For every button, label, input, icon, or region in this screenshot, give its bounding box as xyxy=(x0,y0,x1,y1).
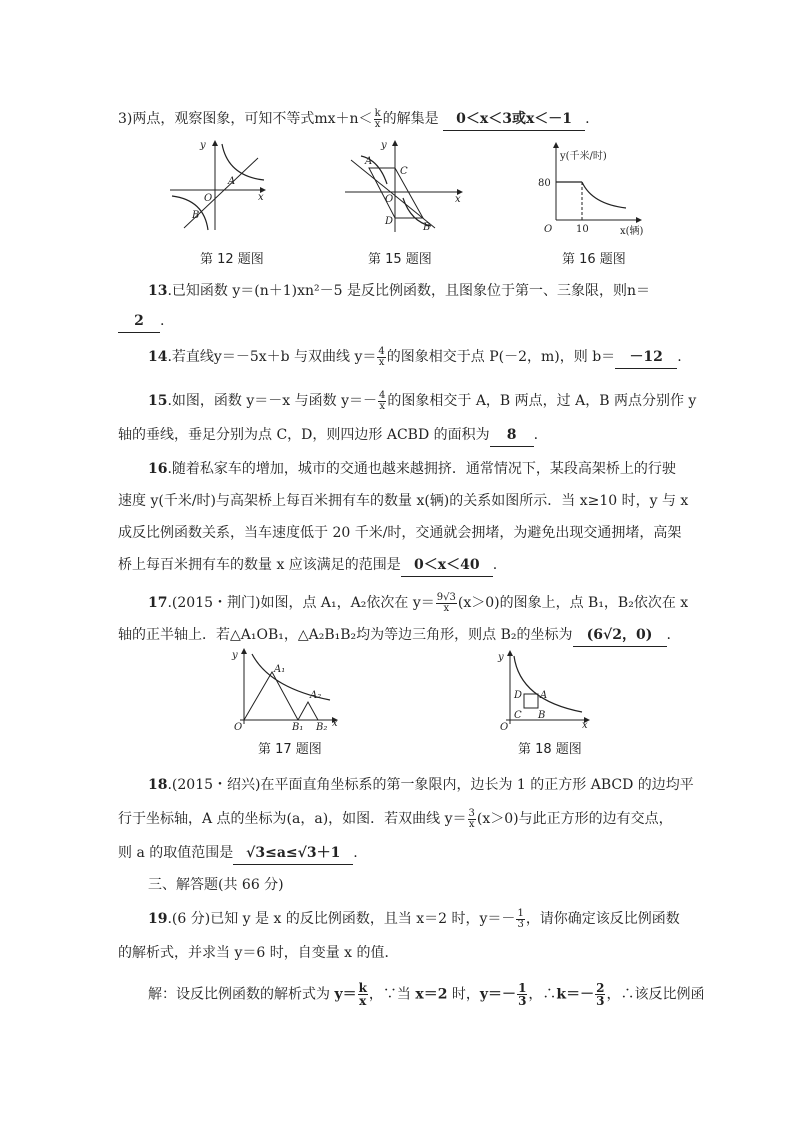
f17-label-x: x xyxy=(332,718,338,729)
q19-solution xyxy=(148,982,708,1007)
f15-label-o: O xyxy=(385,194,394,205)
q15-frac-den: x xyxy=(379,400,385,412)
q16-line-1 xyxy=(148,458,708,480)
q17-frac-num: 9√3 xyxy=(436,591,456,603)
q13-text: .已知函数 y＝(n＋1)xn²－5 是反比例函数，且图象位于第一、三象限，则n＝ xyxy=(167,283,651,299)
q13-number: 13 xyxy=(148,283,168,299)
f16-label-x: x(辆) xyxy=(620,226,644,237)
q15-line-2 xyxy=(118,424,678,447)
figure-12 xyxy=(170,140,270,230)
q19-sol-text: 解：设反比例函数的解析式为 xyxy=(148,986,335,1003)
q13-line-2 xyxy=(118,310,678,333)
q18-fraction xyxy=(468,809,476,830)
q14-frac-num: 4 xyxy=(378,345,385,357)
q15-answer: 8 xyxy=(490,424,534,447)
q18-frac-num: 3 xyxy=(468,807,475,819)
f17-label-a1: A₁ xyxy=(274,664,286,675)
q19-number: 19 xyxy=(148,911,168,927)
q19-sol-text-4: ，∴ xyxy=(528,986,557,1003)
q14-text: .若直线y＝－5x＋b 与双曲线 y＝ xyxy=(167,349,377,365)
f12-caption: 第 12 题图 xyxy=(200,252,264,267)
q17-text-2: (x＞0)的图象上，点 B₁，B₂依次在 x xyxy=(457,595,689,611)
f15-label-x: x xyxy=(455,194,461,205)
q19-fraction xyxy=(516,909,524,930)
q19-sol-kval: k＝－ xyxy=(556,986,595,1003)
f15-label-c: C xyxy=(400,166,408,177)
q17-end: . xyxy=(666,627,671,643)
q12-frac-num: k xyxy=(374,107,381,119)
f16-x-arrow xyxy=(636,217,642,223)
q19-sol-x: x xyxy=(359,994,367,1008)
q15-number: 15 xyxy=(148,393,168,409)
q13-end: . xyxy=(160,313,165,329)
f17-triangle-a1ob1 xyxy=(244,672,298,720)
q19-sol-d3: 3 xyxy=(518,994,527,1008)
q16-text-4: 桥上每百米拥有车的数量 x 应该满足的范围是 xyxy=(118,557,401,573)
f15-quad-acbd xyxy=(369,168,423,218)
f12-label-x: x xyxy=(258,192,264,203)
q12-end: . xyxy=(585,111,590,127)
q15-line xyxy=(148,390,708,412)
f12-label-a: A xyxy=(228,176,236,187)
f18-label-x: x xyxy=(582,720,588,731)
f17-caption: 第 17 题图 xyxy=(258,742,322,757)
q16-text-1: .随着私家车的增加，城市的交通也越来越拥挤．通常情况下，某段高架桥上的行驶 xyxy=(167,461,676,477)
f17-triangle-a2b1b2 xyxy=(298,702,318,720)
q12-line xyxy=(118,108,678,131)
figure-18 xyxy=(498,650,592,733)
q14-line xyxy=(148,346,708,369)
q18-text-4: 则 a 的取值范围是 xyxy=(118,845,234,861)
q19-sol-text-2: ，∵当 xyxy=(368,986,416,1003)
q19-text-2: ，请你确定该反比例函数 xyxy=(525,911,680,927)
f18-y-arrow xyxy=(507,650,513,656)
f15-label-y: y xyxy=(381,140,387,151)
f12-hyperbola-upper xyxy=(222,144,264,180)
q19-sol-d3b: 3 xyxy=(596,994,605,1008)
q14-fraction xyxy=(377,347,385,368)
q19-sol-x2: x＝2 xyxy=(415,986,448,1003)
q14-number: 14 xyxy=(148,349,168,365)
q18-text-3: (x＞0)与此正方形的边有交点， xyxy=(476,811,673,827)
f16-label-80: 80 xyxy=(538,178,551,189)
f16-y-arrow xyxy=(553,142,559,148)
f17-y-arrow xyxy=(241,648,247,654)
q15-fraction xyxy=(378,391,386,412)
f15-y-arrow xyxy=(392,140,398,146)
q17-number: 17 xyxy=(148,595,168,611)
q19-sol-text-3: 时， xyxy=(447,986,480,1003)
q12-text-2: 的解集是 xyxy=(382,111,439,127)
q12-text: 3)两点，观察图象，可知不等式mx＋n＜ xyxy=(118,111,373,127)
q14-frac-den: x xyxy=(378,356,385,368)
f18-square-abcd xyxy=(524,694,538,708)
q18-end: . xyxy=(353,845,358,861)
f15-caption: 第 15 题图 xyxy=(368,252,432,267)
f17-label-b2: B₂ xyxy=(316,722,328,733)
f12-hyperbola-lower xyxy=(172,196,208,230)
q19-sol-frac-2-3 xyxy=(595,982,605,1007)
f12-label-o: O xyxy=(204,193,213,204)
q18-text-1: .(2015・绍兴)在平面直角坐标系的第一象限内，边长为 1 的正方形 ABCD 的边均平 xyxy=(167,777,694,793)
q15-text-3: 轴的垂线，垂足分别为点 C，D，则四边形 ACBD 的面积为 xyxy=(118,427,490,443)
q14-text-2: 的图象相交于点 P(－2，m)，则 b＝ xyxy=(386,349,616,365)
f17-label-b1: B₁ xyxy=(292,722,304,733)
q19-sol-n2: 2 xyxy=(596,981,605,995)
q16-end: . xyxy=(492,557,498,573)
q17-fraction xyxy=(436,593,457,614)
f16-label-y: y(千米/时) xyxy=(560,151,607,162)
q15-frac-num: 4 xyxy=(379,389,386,401)
f18-caption: 第 18 题图 xyxy=(518,742,582,757)
q14-answer: －12 xyxy=(615,346,677,369)
f15-label-b: B xyxy=(423,222,431,233)
f18-label-c: C xyxy=(514,710,522,721)
q16-text-3: 成反比例函数关系，当车速度低于 20 千米/时，交通就会拥堵，为避免出现交通拥堵，高架 xyxy=(118,525,682,541)
q16-number: 16 xyxy=(148,461,168,477)
q14-end: . xyxy=(677,349,682,365)
section-heading: 三、解答题(共 66 分) xyxy=(148,877,284,893)
q19-sol-frac-1-3 xyxy=(517,982,527,1007)
f18-label-y: y xyxy=(498,652,504,663)
q19-sol-y: y＝ xyxy=(334,986,357,1003)
q19-sol-k: k xyxy=(358,981,367,995)
q19-frac-den: 3 xyxy=(517,918,524,930)
f17-label-y: y xyxy=(232,650,238,661)
q18-text-2: 行于坐标轴，A 点的坐标为(a，a)，如图．若双曲线 y＝ xyxy=(118,811,467,827)
q18-frac-den: x xyxy=(468,818,475,830)
q13-answer: 2 xyxy=(118,310,160,333)
q18-answer: √3≤a≤√3＋1 xyxy=(233,842,353,865)
q12-frac-den: x xyxy=(374,118,381,130)
q17-line xyxy=(148,592,708,614)
f12-y-arrow xyxy=(212,140,218,146)
q19-frac-num: 1 xyxy=(517,907,524,919)
q13-line xyxy=(148,280,708,302)
f15-label-d: D xyxy=(385,216,394,227)
q19-sol-n1: 1 xyxy=(518,981,527,995)
q19-text: .(6 分)已知 y 是 x 的反比例函数，且当 x＝2 时，y＝－ xyxy=(167,911,516,927)
f16-label-o: O xyxy=(544,224,553,235)
f18-label-a: A xyxy=(540,690,548,701)
f18-label-b: B xyxy=(538,710,546,721)
q16-line-4 xyxy=(118,554,678,577)
q17-answer: (6√2，0) xyxy=(573,624,667,647)
f16-label-10: 10 xyxy=(576,224,589,235)
q15-end: . xyxy=(533,427,539,443)
q18-line-1 xyxy=(148,774,708,796)
q19-sol-text-5: ，∴该反比例函 xyxy=(606,986,705,1003)
q18-line-3 xyxy=(118,842,678,865)
q15-text-2: 的图象相交于 A，B 两点，过 A，B 两点分别作 y xyxy=(387,393,697,409)
q17-text-3: 轴的正半轴上．若△A₁OB₁，△A₂B₁B₂均为等边三角形，则点 B₂的坐标为 xyxy=(118,627,573,643)
q19-line xyxy=(148,908,708,930)
q12-fraction xyxy=(374,109,382,130)
f17-label-a2: A₂ xyxy=(310,690,322,701)
q19-sol-y2: y＝－ xyxy=(479,986,517,1003)
f12-label-b: B xyxy=(192,210,200,221)
f18-label-o: O xyxy=(500,722,509,733)
q12-answer: 0＜x＜3或x＜－1 xyxy=(443,108,585,131)
q18-number: 18 xyxy=(148,777,168,793)
figure-16 xyxy=(536,140,646,235)
f16-caption: 第 16 题图 xyxy=(562,252,626,267)
f17-label-o: O xyxy=(234,722,243,733)
figure-17 xyxy=(232,648,342,733)
q19-sol-frac-kx xyxy=(358,982,368,1007)
q17-frac-den: x xyxy=(443,602,450,614)
f18-label-d: D xyxy=(514,690,523,701)
q16-text-2: 速度 y(千米/时)与高架桥上每百米拥有车的数量 x(辆)的关系如图所示．当 x≥10 时，y 与 x xyxy=(118,493,689,509)
q19-text-3: 的解析式，并求当 y＝6 时，自变量 x 的值． xyxy=(118,945,399,961)
figure-15 xyxy=(345,140,465,232)
f15-label-a: A xyxy=(365,156,373,167)
q16-answer: 0＜x＜40 xyxy=(401,554,493,577)
q17-line-2 xyxy=(118,624,678,647)
q15-text: .如图，函数 y＝－x 与函数 y＝－ xyxy=(167,393,377,409)
q18-line-2 xyxy=(118,808,678,830)
q17-text: .(2015・荆门)如图，点 A₁，A₂依次在 y＝ xyxy=(167,595,435,611)
f16-curve xyxy=(582,182,626,208)
f12-label-y: y xyxy=(200,140,206,151)
